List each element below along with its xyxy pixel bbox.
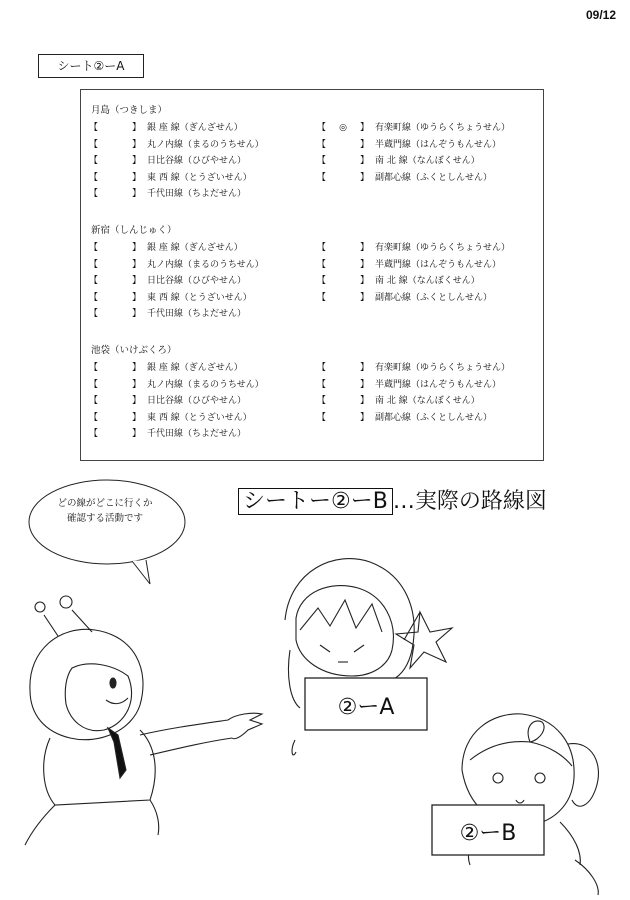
line-label: 有楽町線（ゆうらくちょうせん） [375, 363, 511, 373]
line-label: 千代田線（ちよだせん） [147, 429, 247, 439]
line-label: 銀 座 線（ぎんざせん） [147, 243, 243, 253]
answer-mark: ◎ [339, 123, 347, 133]
answer-bracket[interactable]: 【 】 [317, 412, 370, 423]
sheet-b-title-rest: …実際の路線図 [392, 489, 547, 514]
line-label: 半蔵門線（はんぞうもんせん） [375, 379, 502, 390]
answer-bracket[interactable]: 【 】 [89, 429, 142, 439]
station-name: 新宿（しんじゅく） [91, 225, 177, 236]
answer-bracket[interactable]: 【 】 [89, 363, 142, 373]
line-label: 東 西 線（とうざいせん） [147, 292, 252, 303]
answer-bracket[interactable]: 【 】 [89, 309, 142, 319]
line-label: 丸ノ内線（まるのうちせん） [147, 139, 264, 150]
line-label: 南 北 線（なんぼくせん） [375, 156, 480, 166]
speech-bubble-line-2: 確認する活動です [66, 513, 143, 524]
station-name: 池袋（いけぶくろ） [91, 345, 177, 356]
card-a-label: ②ーA [337, 695, 395, 720]
answer-bracket[interactable]: 【 】 [89, 412, 142, 423]
answer-bracket[interactable]: 【 ◎ 】 [317, 123, 370, 133]
line-label: 丸ノ内線（まるのうちせん） [147, 379, 264, 390]
answer-bracket[interactable]: 【 】 [317, 363, 370, 373]
line-label: 半蔵門線（はんぞうもんせん） [375, 259, 502, 270]
answer-bracket[interactable]: 【 】 [317, 276, 370, 286]
speech-bubble-text [40, 496, 170, 526]
pointing-character [25, 596, 262, 845]
answer-bracket[interactable]: 【 】 [89, 123, 142, 133]
station-name: 月島（つきしま） [91, 105, 168, 116]
line-label: 千代田線（ちよだせん） [147, 189, 247, 199]
answer-bracket[interactable]: 【 】 [317, 259, 370, 270]
line-label: 副都心線（ふくとしんせん） [375, 412, 493, 423]
answer-bracket[interactable]: 【 】 [317, 243, 370, 253]
answer-bracket[interactable]: 【 】 [317, 292, 370, 303]
line-label: 南 北 線（なんぼくせん） [375, 276, 480, 286]
answer-bracket[interactable]: 【 】 [317, 139, 370, 150]
line-label: 日比谷線（ひびやせん） [147, 276, 247, 286]
line-label: 千代田線（ちよだせん） [147, 309, 247, 319]
answer-bracket[interactable]: 【 】 [317, 379, 370, 390]
speech-bubble-line-1: どの線がどこに行くか [57, 498, 153, 509]
sheet-b-title-boxed: シートー②ーB [238, 488, 393, 515]
line-label: 日比谷線（ひびやせん） [147, 156, 247, 166]
card-b-label: ②ーB [459, 821, 517, 846]
answer-bracket[interactable]: 【 】 [89, 189, 142, 199]
line-label: 副都心線（ふくとしんせん） [375, 292, 493, 303]
line-label: 半蔵門線（はんぞうもんせん） [375, 139, 502, 150]
line-label: 銀 座 線（ぎんざせん） [147, 123, 243, 133]
answer-bracket[interactable]: 【 】 [89, 156, 142, 166]
line-label: 丸ノ内線（まるのうちせん） [147, 259, 264, 270]
answer-bracket[interactable]: 【 】 [89, 396, 142, 406]
answer-bracket[interactable]: 【 】 [89, 243, 142, 253]
line-label: 日比谷線（ひびやせん） [147, 396, 247, 406]
page-number: 09/12 [585, 8, 616, 22]
answer-bracket[interactable]: 【 】 [317, 172, 370, 183]
line-label: 副都心線（ふくとしんせん） [375, 172, 493, 183]
line-label: 東 西 線（とうざいせん） [147, 172, 252, 183]
answer-bracket[interactable]: 【 】 [89, 276, 142, 286]
sheet-a-label: シート②ーA [38, 54, 144, 78]
line-label: 南 北 線（なんぼくせん） [375, 396, 480, 406]
answer-bracket[interactable]: 【 】 [89, 172, 142, 183]
answer-bracket[interactable]: 【 】 [89, 139, 142, 150]
line-label: 東 西 線（とうざいせん） [147, 412, 252, 423]
answer-bracket[interactable]: 【 】 [89, 379, 142, 390]
answer-bracket[interactable]: 【 】 [317, 156, 370, 166]
answer-bracket[interactable]: 【 】 [89, 292, 142, 303]
line-label: 有楽町線（ゆうらくちょうせん） [375, 243, 511, 253]
answer-bracket[interactable]: 【 】 [89, 259, 142, 270]
answer-bracket[interactable]: 【 】 [317, 396, 370, 406]
line-label: 銀 座 線（ぎんざせん） [147, 363, 243, 373]
line-label: 有楽町線（ゆうらくちょうせん） [375, 123, 511, 133]
